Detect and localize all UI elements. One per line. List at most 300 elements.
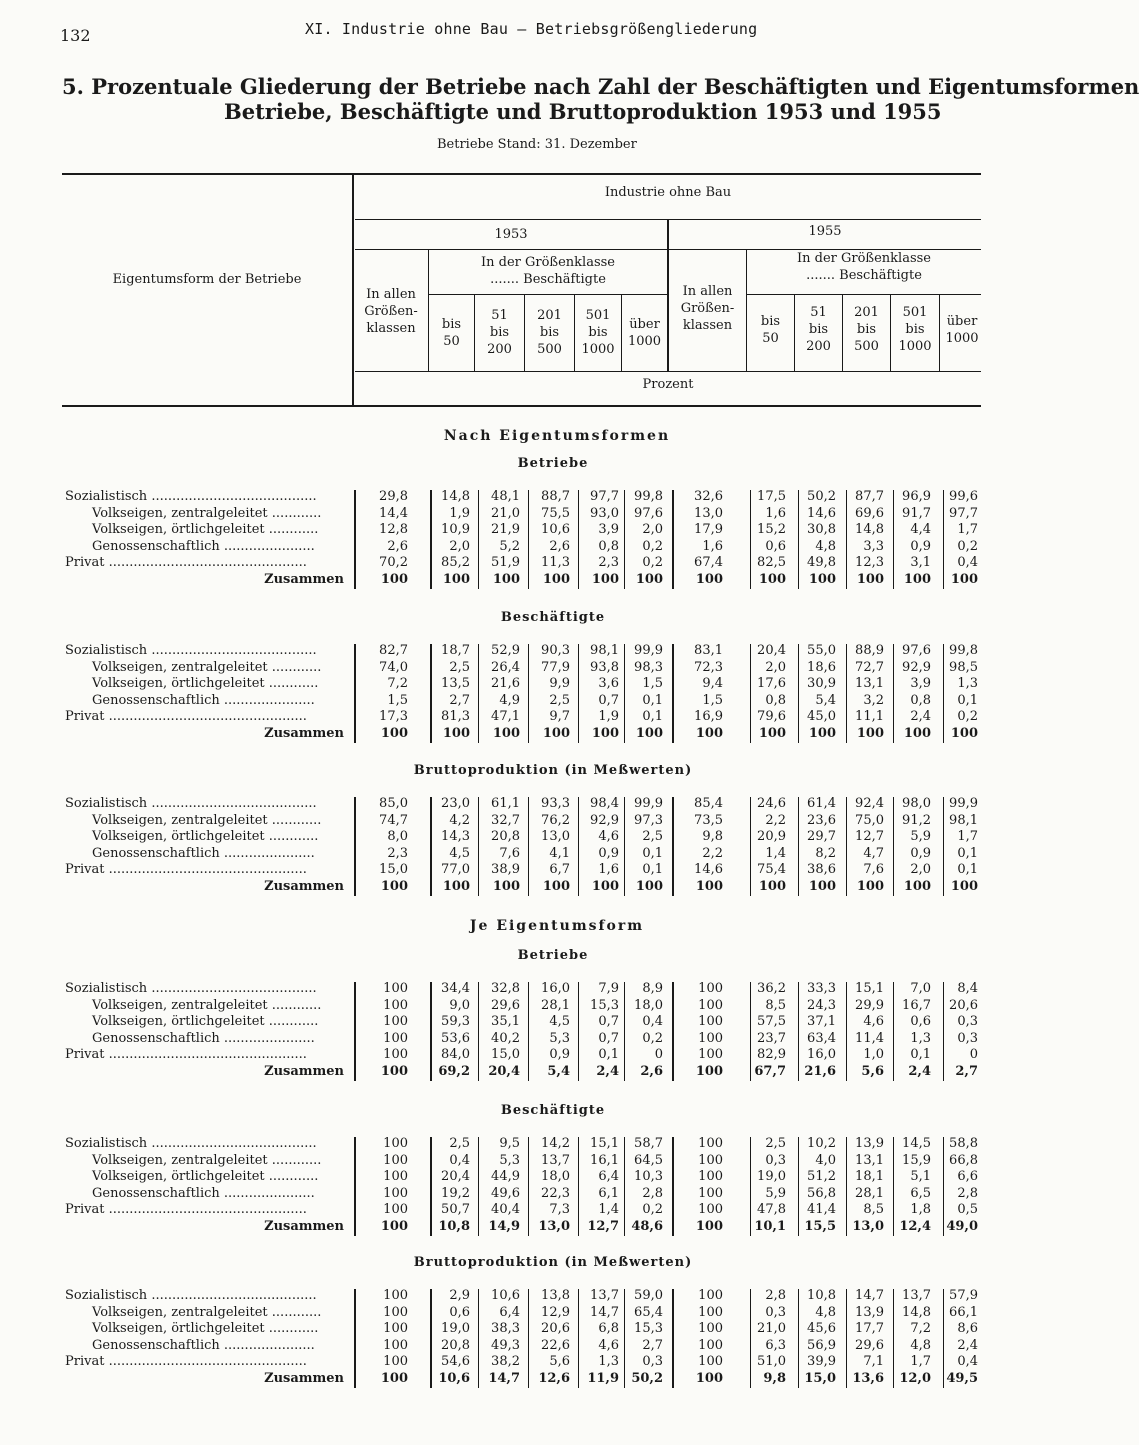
- table-cell: 70,2: [379, 555, 408, 571]
- table-cell: 15,0: [491, 1047, 520, 1063]
- table-cell: 100: [698, 1136, 723, 1151]
- part-heading: Je Eigentumsform: [469, 918, 645, 934]
- table-cell: 29,7: [807, 829, 836, 845]
- table-title: 5. Prozentuale Gliederung der Betriebe nach Zahl der Beschäftigten und Eigentumsformen: [62, 74, 1139, 99]
- table-cell: 14,2: [541, 1136, 570, 1151]
- row-label: Sozialistisch ........................................: [65, 796, 317, 811]
- year-1955-header: 1955: [808, 224, 842, 239]
- table-cell: 20,6: [541, 1321, 570, 1337]
- table-cell: 7,9: [598, 981, 619, 996]
- table-cell: 40,2: [491, 1030, 520, 1046]
- table-cell: 4,8: [910, 1337, 931, 1353]
- table-cell: 6,5: [910, 1185, 931, 1201]
- table-cell: 0,4: [957, 555, 978, 571]
- table-cell: 17,7: [855, 1321, 884, 1337]
- table-cell: 0,4: [449, 1152, 470, 1168]
- table-cell: 0,8: [598, 538, 619, 554]
- table-cell: 18,6: [807, 659, 836, 675]
- table-cell: 15,0: [804, 1371, 836, 1386]
- table-cell: 13,1: [855, 1152, 884, 1168]
- table-cell: 0,7: [598, 1014, 619, 1030]
- table-cell: 16,0: [807, 1047, 836, 1063]
- table-cell: 35,1: [491, 1014, 520, 1030]
- table-cell: 10,6: [541, 522, 570, 538]
- table-cell: 16,1: [590, 1152, 619, 1168]
- table-cell: 4,5: [449, 845, 470, 861]
- table-cell: 2,6: [549, 538, 570, 554]
- table-cell: 1,9: [598, 709, 619, 725]
- table-cell: 55,0: [807, 643, 836, 658]
- table-cell: 14,8: [441, 489, 470, 504]
- table-cell: 0,6: [910, 1014, 931, 1030]
- table-cell: 12,9: [541, 1304, 570, 1320]
- row-label: Volkseigen, örtlichgeleitet ............: [92, 1014, 319, 1030]
- table-cell: 0,2: [957, 709, 978, 725]
- table-cell: 45,6: [807, 1321, 836, 1337]
- table-cell: 15,2: [757, 522, 786, 538]
- table-cell: 10,8: [438, 1219, 470, 1234]
- table-cell: 100: [903, 879, 931, 894]
- table-cell: 23,0: [441, 796, 470, 811]
- band-header-bis-50: bis 50: [760, 314, 781, 346]
- table-cell: 97,3: [634, 812, 663, 828]
- table-cell: 100: [635, 726, 663, 741]
- table-cell: 0,2: [957, 538, 978, 554]
- table-cell: 8,0: [387, 829, 408, 845]
- table-cell: 1,5: [702, 692, 723, 708]
- size-class-header-1955: In der Größenklasse ....... Beschäftigte: [797, 251, 931, 283]
- table-cell: 1,7: [957, 522, 978, 538]
- table-cell: 2,0: [765, 659, 786, 675]
- table-cell: 8,6: [957, 1321, 978, 1337]
- table-cell: 1,6: [598, 862, 619, 878]
- table-cell: 15,1: [590, 1136, 619, 1151]
- table-cell: 53,6: [441, 1030, 470, 1046]
- band-header-51-200: 51 bis 200: [487, 308, 512, 357]
- table-cell: 90,3: [541, 643, 570, 658]
- table-cell: 6,6: [957, 1169, 978, 1185]
- row-label: Privat ................................................: [65, 709, 307, 725]
- table-cell: 67,4: [694, 555, 723, 571]
- total-row-label: Zusammen: [264, 572, 344, 587]
- table-cell: 99,8: [949, 643, 978, 658]
- table-cell: 50,7: [441, 1202, 470, 1218]
- table-cell: 100: [698, 981, 723, 996]
- total-row-label: Zusammen: [264, 1371, 344, 1386]
- table-cell: 100: [698, 1321, 723, 1337]
- table-cell: 13,9: [855, 1136, 884, 1151]
- table-cell: 100: [383, 981, 408, 996]
- table-cell: 9,8: [702, 829, 723, 845]
- table-cell: 61,4: [807, 796, 836, 811]
- table-cell: 40,4: [491, 1202, 520, 1218]
- table-cell: 77,9: [541, 659, 570, 675]
- table-cell: 29,6: [855, 1337, 884, 1353]
- table-cell: 100: [380, 1371, 408, 1386]
- table-cell: 4,6: [863, 1014, 884, 1030]
- table-cell: 17,9: [694, 522, 723, 538]
- table-cell: 0,1: [598, 1047, 619, 1063]
- table-cell: 4,6: [598, 1337, 619, 1353]
- table-cell: 98,1: [949, 812, 978, 828]
- table-cell: 87,7: [855, 489, 884, 504]
- table-cell: 3,3: [863, 538, 884, 554]
- table-cell: 92,9: [590, 812, 619, 828]
- row-label: Privat ................................................: [65, 1047, 307, 1063]
- table-cell: 0,4: [957, 1354, 978, 1370]
- row-label: Genossenschaftlich ......................: [92, 845, 315, 861]
- band-header-ueber-1000: über 1000: [945, 314, 979, 346]
- row-label: Genossenschaftlich ......................: [92, 1337, 315, 1353]
- row-label: Volkseigen, örtlichgeleitet ............: [92, 522, 319, 538]
- table-cell: 99,9: [634, 796, 663, 811]
- table-cell: 6,4: [499, 1304, 520, 1320]
- table-cell: 6,7: [549, 862, 570, 878]
- table-cell: 38,3: [491, 1321, 520, 1337]
- table-cell: 49,6: [491, 1185, 520, 1201]
- table-cell: 100: [591, 879, 619, 894]
- table-cell: 99,6: [949, 489, 978, 504]
- table-cell: 0,8: [765, 692, 786, 708]
- row-label: Genossenschaftlich ......................: [92, 692, 315, 708]
- row-label: Sozialistisch ........................................: [65, 643, 317, 658]
- row-label: Volkseigen, zentralgeleitet ............: [92, 812, 322, 828]
- table-cell: 2,7: [449, 692, 470, 708]
- table-cell: 64,5: [634, 1152, 663, 1168]
- table-cell: 100: [856, 726, 884, 741]
- table-cell: 0,1: [642, 862, 663, 878]
- table-cell: 13,7: [541, 1152, 570, 1168]
- table-cell: 100: [695, 879, 723, 894]
- table-cell: 24,6: [757, 796, 786, 811]
- table-cell: 9,4: [702, 676, 723, 692]
- table-cell: 1,5: [387, 692, 408, 708]
- table-cell: 1,4: [598, 1202, 619, 1218]
- table-cell: 100: [492, 726, 520, 741]
- table-cell: 100: [383, 1337, 408, 1353]
- table-cell: 51,0: [757, 1354, 786, 1370]
- table-cell: 10,6: [438, 1371, 470, 1386]
- table-cell: 66,1: [949, 1304, 978, 1320]
- table-cell: 100: [380, 572, 408, 587]
- table-cell: 2,2: [765, 812, 786, 828]
- table-cell: 49,8: [807, 555, 836, 571]
- table-cell: 51,2: [807, 1169, 836, 1185]
- table-cell: 5,2: [499, 538, 520, 554]
- table-cell: 74,7: [379, 812, 408, 828]
- table-cell: 7,2: [910, 1321, 931, 1337]
- table-cell: 6,3: [765, 1337, 786, 1353]
- table-cell: 15,3: [634, 1321, 663, 1337]
- table-cell: 5,3: [499, 1152, 520, 1168]
- table-cell: 100: [903, 726, 931, 741]
- table-cell: 50,2: [807, 489, 836, 504]
- table-cell: 100: [383, 1354, 408, 1370]
- table-cell: 93,8: [590, 659, 619, 675]
- table-cell: 81,3: [441, 709, 470, 725]
- table-cell: 5,4: [815, 692, 836, 708]
- row-label: Privat ................................................: [65, 1202, 307, 1218]
- table-cell: 13,6: [852, 1371, 884, 1386]
- table-cell: 26,4: [491, 659, 520, 675]
- table-cell: 12,7: [855, 829, 884, 845]
- table-cell: 34,4: [441, 981, 470, 996]
- table-cell: 82,9: [757, 1047, 786, 1063]
- industry-header: Industrie ohne Bau: [604, 185, 732, 200]
- table-cell: 11,4: [855, 1030, 884, 1046]
- table-cell: 100: [383, 1202, 408, 1218]
- table-cell: 2,0: [449, 538, 470, 554]
- table-cell: 100: [695, 726, 723, 741]
- table-cell: 0: [654, 1047, 663, 1063]
- table-cell: 91,2: [902, 812, 931, 828]
- table-cell: 100: [903, 572, 931, 587]
- table-cell: 92,4: [855, 796, 884, 811]
- table-cell: 30,9: [807, 676, 836, 692]
- table-cell: 5,4: [547, 1064, 570, 1079]
- table-cell: 11,1: [855, 709, 884, 725]
- table-cell: 13,0: [538, 1219, 570, 1234]
- table-cell: 100: [698, 1030, 723, 1046]
- table-cell: 2,8: [957, 1185, 978, 1201]
- table-cell: 32,6: [694, 489, 723, 504]
- table-title-line2: Betriebe, Beschäftigte und Bruttoproduktion 1953 und 1955: [224, 99, 942, 124]
- table-cell: 48,6: [631, 1219, 663, 1234]
- table-cell: 16,0: [541, 981, 570, 996]
- table-cell: 15,3: [590, 997, 619, 1013]
- row-label: Privat ................................................: [65, 555, 307, 571]
- table-cell: 2,4: [957, 1337, 978, 1353]
- table-cell: 77,0: [441, 862, 470, 878]
- table-cell: 100: [380, 1219, 408, 1234]
- band-header-201-500: 201 bis 500: [854, 305, 879, 354]
- row-label: Privat ................................................: [65, 1354, 307, 1370]
- table-cell: 11,9: [587, 1371, 619, 1386]
- table-cell: 75,5: [541, 505, 570, 521]
- table-cell: 0,9: [910, 538, 931, 554]
- table-cell: 2,8: [765, 1288, 786, 1303]
- table-cell: 4,6: [598, 829, 619, 845]
- table-cell: 1,3: [910, 1030, 931, 1046]
- table-cell: 0,3: [642, 1354, 663, 1370]
- table-cell: 2,8: [642, 1185, 663, 1201]
- table-cell: 100: [698, 1202, 723, 1218]
- table-cell: 45,0: [807, 709, 836, 725]
- band-header-501-1000: 501 bis 1000: [898, 305, 932, 354]
- table-cell: 23,7: [757, 1030, 786, 1046]
- table-cell: 100: [698, 1304, 723, 1320]
- table-cell: 21,0: [757, 1321, 786, 1337]
- table-cell: 7,3: [549, 1202, 570, 1218]
- row-label: Volkseigen, zentralgeleitet ............: [92, 659, 322, 675]
- table-cell: 29,6: [491, 997, 520, 1013]
- table-cell: 23,6: [807, 812, 836, 828]
- table-cell: 13,9: [855, 1304, 884, 1320]
- table-cell: 100: [635, 572, 663, 587]
- table-cell: 2,4: [910, 709, 931, 725]
- table-cell: 8,2: [815, 845, 836, 861]
- table-cell: 4,1: [549, 845, 570, 861]
- table-cell: 12,8: [379, 522, 408, 538]
- table-cell: 8,5: [765, 997, 786, 1013]
- row-label: Sozialistisch ........................................: [65, 1136, 317, 1151]
- table-cell: 100: [856, 572, 884, 587]
- table-cell: 5,6: [861, 1064, 884, 1079]
- band-header-ueber-1000: über 1000: [627, 317, 662, 349]
- table-cell: 1,4: [765, 845, 786, 861]
- table-subtitle: Betriebe Stand: 31. Dezember: [437, 137, 637, 152]
- table-cell: 100: [383, 1152, 408, 1168]
- table-cell: 11,3: [541, 555, 570, 571]
- table-cell: 100: [698, 1152, 723, 1168]
- table-cell: 10,6: [491, 1288, 520, 1303]
- table-cell: 0,4: [642, 1014, 663, 1030]
- table-cell: 13,7: [590, 1288, 619, 1303]
- table-cell: 9,8: [763, 1371, 786, 1386]
- row-label: Sozialistisch ........................................: [65, 489, 317, 504]
- size-class-header-1953: In der Größenklasse ....... Beschäftigte: [481, 255, 615, 287]
- table-cell: 2,6: [387, 538, 408, 554]
- table-cell: 85,4: [694, 796, 723, 811]
- table-cell: 5,1: [910, 1169, 931, 1185]
- table-cell: 100: [856, 879, 884, 894]
- row-label: Volkseigen, örtlichgeleitet ............: [92, 676, 319, 692]
- row-label: Volkseigen, zentralgeleitet ............: [92, 1304, 322, 1320]
- table-cell: 2,9: [449, 1288, 470, 1303]
- row-label-header: Eigentumsform der Betriebe: [112, 272, 302, 287]
- table-cell: 100: [383, 1169, 408, 1185]
- table-cell: 9,7: [549, 709, 570, 725]
- table-cell: 7,2: [387, 676, 408, 692]
- table-cell: 59,3: [441, 1014, 470, 1030]
- table-cell: 88,7: [541, 489, 570, 504]
- table-cell: 100: [698, 1014, 723, 1030]
- table-cell: 84,0: [441, 1047, 470, 1063]
- table-cell: 1,8: [910, 1202, 931, 1218]
- table-cell: 48,1: [491, 489, 520, 504]
- table-cell: 98,0: [902, 796, 931, 811]
- table-cell: 3,9: [598, 522, 619, 538]
- table-cell: 100: [698, 1047, 723, 1063]
- table-cell: 82,7: [379, 643, 408, 658]
- table-cell: 22,6: [541, 1337, 570, 1353]
- table-cell: 1,3: [957, 676, 978, 692]
- table-cell: 38,2: [491, 1354, 520, 1370]
- table-cell: 100: [591, 572, 619, 587]
- table-cell: 96,9: [902, 489, 931, 504]
- table-cell: 100: [383, 1304, 408, 1320]
- table-cell: 49,5: [946, 1371, 978, 1386]
- section-heading: Bruttoproduktion (in Meßwerten): [413, 1255, 693, 1270]
- table-cell: 21,6: [491, 676, 520, 692]
- table-cell: 2,5: [642, 829, 663, 845]
- table-cell: 14,7: [590, 1304, 619, 1320]
- table-cell: 38,9: [491, 862, 520, 878]
- section-heading: Betriebe: [517, 456, 589, 471]
- table-cell: 14,3: [441, 829, 470, 845]
- table-cell: 37,1: [807, 1014, 836, 1030]
- row-label: Genossenschaftlich ......................: [92, 1185, 315, 1201]
- section-heading: Beschäftigte: [500, 1103, 606, 1118]
- table-cell: 41,4: [807, 1202, 836, 1218]
- table-cell: 52,9: [491, 643, 520, 658]
- table-cell: 85,0: [379, 796, 408, 811]
- table-cell: 100: [698, 1288, 723, 1303]
- table-cell: 63,4: [807, 1030, 836, 1046]
- table-cell: 1,9: [449, 505, 470, 521]
- table-cell: 0,1: [910, 1047, 931, 1063]
- table-cell: 79,6: [757, 709, 786, 725]
- table-cell: 14,9: [488, 1219, 520, 1234]
- table-cell: 0,3: [957, 1030, 978, 1046]
- table-cell: 28,1: [855, 1185, 884, 1201]
- table-cell: 100: [383, 1321, 408, 1337]
- table-cell: 12,0: [899, 1371, 931, 1386]
- band-header-bis-50: bis 50: [441, 317, 462, 349]
- page-number: 132: [60, 26, 91, 45]
- band-header-51-200: 51 bis 200: [806, 305, 831, 354]
- table-cell: 15,5: [804, 1219, 836, 1234]
- table-cell: 85,2: [441, 555, 470, 571]
- row-label: Sozialistisch ........................................: [65, 981, 317, 996]
- table-cell: 1,3: [598, 1354, 619, 1370]
- table-cell: 32,7: [491, 812, 520, 828]
- total-row-label: Zusammen: [264, 879, 344, 894]
- table-cell: 18,0: [541, 1169, 570, 1185]
- row-label: Volkseigen, örtlichgeleitet ............: [92, 1169, 319, 1185]
- table-cell: 72,7: [855, 659, 884, 675]
- row-label: Genossenschaftlich ......................: [92, 538, 315, 554]
- table-cell: 2,7: [955, 1064, 978, 1079]
- year-1953-header: 1953: [494, 227, 528, 242]
- table-cell: 100: [492, 572, 520, 587]
- table-cell: 61,1: [491, 796, 520, 811]
- table-cell: 100: [758, 572, 786, 587]
- table-cell: 10,9: [441, 522, 470, 538]
- table-cell: 2,4: [596, 1064, 619, 1079]
- table-cell: 99,9: [634, 643, 663, 658]
- table-cell: 0,7: [598, 1030, 619, 1046]
- table-cell: 2,4: [908, 1064, 931, 1079]
- table-cell: 92,9: [902, 659, 931, 675]
- table-cell: 3,6: [598, 676, 619, 692]
- table-cell: 69,6: [855, 505, 884, 521]
- table-cell: 0,1: [957, 862, 978, 878]
- table-cell: 0,1: [642, 709, 663, 725]
- table-cell: 100: [808, 879, 836, 894]
- table-cell: 50,2: [631, 1371, 663, 1386]
- table-cell: 7,1: [863, 1354, 884, 1370]
- table-cell: 100: [383, 1288, 408, 1303]
- table-cell: 100: [698, 1169, 723, 1185]
- table-cell: 97,7: [949, 505, 978, 521]
- band-header-201-500: 201 bis 500: [537, 308, 562, 357]
- table-cell: 100: [383, 1014, 408, 1030]
- table-cell: 5,9: [910, 829, 931, 845]
- table-cell: 100: [542, 726, 570, 741]
- table-cell: 5,9: [765, 1185, 786, 1201]
- table-cell: 12,6: [538, 1371, 570, 1386]
- table-cell: 100: [695, 1064, 723, 1079]
- table-cell: 9,5: [499, 1136, 520, 1151]
- table-cell: 14,4: [379, 505, 408, 521]
- table-cell: 100: [492, 879, 520, 894]
- table-cell: 0,2: [642, 1030, 663, 1046]
- table-cell: 13,0: [694, 505, 723, 521]
- table-cell: 0,9: [549, 1047, 570, 1063]
- table-cell: 100: [950, 726, 978, 741]
- table-cell: 7,0: [910, 981, 931, 996]
